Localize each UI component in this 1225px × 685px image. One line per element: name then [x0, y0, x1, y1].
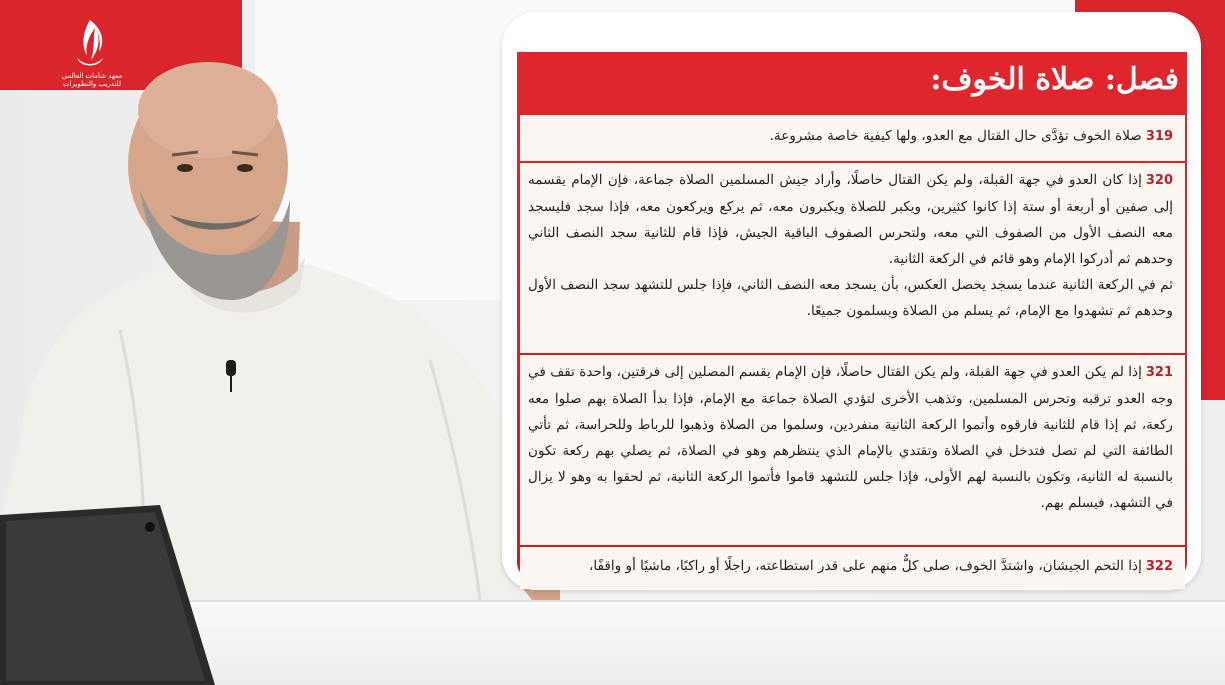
lesson-item-320 [520, 163, 1185, 353]
item-number: 319 [1145, 129, 1173, 144]
item-text-continued: ثم في الركعة الثانية عندما يسجد يحصل العكس، بأن يسجد معه النصف الثاني، فإذا جلس للتشهد سجد النصف الأول وحدهم ثم تشهدوا مع الإمام، ثم يسلم من الصلاة ويسلمون جميعًا. [528, 277, 1173, 319]
item-number: 321 [1145, 365, 1173, 380]
item-text: إذا كان العدو في جهة القبلة، ولم يكن القتال حاصلًا، وأراد جيش المسلمين الصلاة جماعة، فإن الإمام يقسمه إلى صفين أو أربعة أو ستة إذا كانوا كثيرين، ويكبر للصلاة ويكبرون معه، ثم يركع ويركعون معه، فإذا سجد فليسجد معه النصف الأول من الصفوف التي معه، ولتحرس الصفوف الباقية الجيش، فإذا قام للثانية سجد النصف الثاني وحدهم ثم أدركوا الإمام وهو قائم في الركعة الثانية. [528, 172, 1173, 267]
lesson-item-321 [520, 355, 1185, 545]
lesson-item-319 [520, 115, 1185, 161]
item-number: 322 [1145, 559, 1173, 574]
brand-logo-caption: معهد شامات العالمي للتدريب والتطويرات [61, 72, 123, 88]
tablet-device-icon [0, 505, 215, 685]
lesson-title: فصل: صلاة الخوف: [930, 62, 1179, 97]
item-text: إذا التحم الجيشان، واشتدَّ الخوف، صلى كلٌّ منهم على قدر استطاعته، راجلًا أو راكبًا، ماشيًا أو واقفًا، [588, 558, 1142, 574]
item-number: 320 [1145, 173, 1173, 188]
item-text: إذا لم يكن العدو في جهة القبلة، ولم يكن القتال حاصلًا، فإن الإمام يقسم المصلين إلى فرقتين، واحدة تقف في وجه العدو ترقبه وتحرس المسلمين، وتذهب الأخرى لتؤدي الصلاة جماعة مع الإمام، فإذا بدأ الصلاة بهم صلوا معه ركعة، ثم إذا قام للثانية فارقوه وأتموا الركعة الثانية منفردين، وسلموا من الصلاة وذهبوا للرباط وللحراسة، ثم تأتي الطائفة التي لم تصل فتدخل في الصلاة وتقتدي بالإمام الذي ينتظرهم وهو في الصلاة، ثم يصلي بهم ركعة تكون بالنسبة له الثانية، وتكون بالنسبة لهم الأولى، فإذا جلس للتشهد قاموا فأتموا الركعة الثانية، ثم لحقوا به وهو لا يزال في التشهد، فيسلم بهم. [528, 364, 1173, 511]
lesson-item-322 [520, 547, 1185, 589]
item-text: صلاة الخوف تؤدَّى حال القتال مع العدو، ولها كيفية خاصة مشروعة. [769, 128, 1142, 144]
